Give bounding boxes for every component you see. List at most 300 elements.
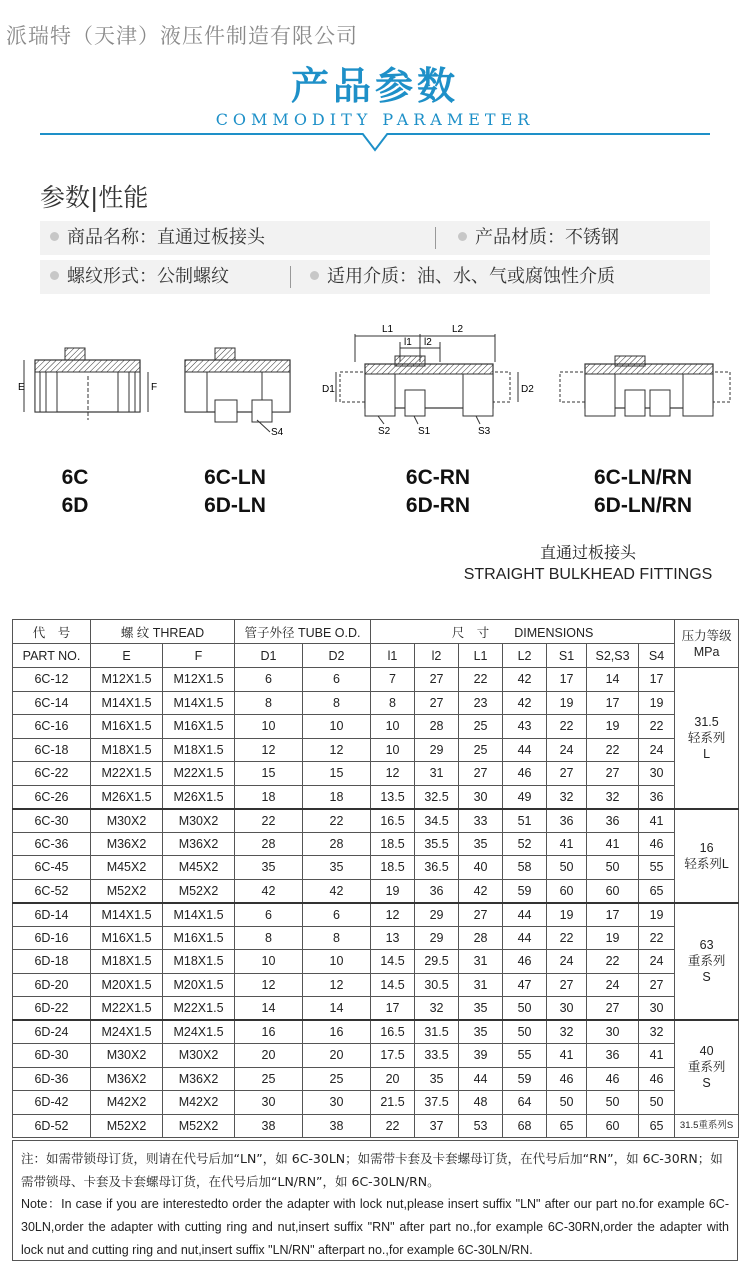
- table-cell: M18X1.5: [163, 738, 235, 762]
- bullet-icon: [50, 271, 59, 280]
- table-cell: 22: [547, 926, 587, 950]
- table-cell: 30: [639, 762, 675, 786]
- drawing-label: L1: [382, 324, 394, 335]
- table-row: [13, 1067, 739, 1091]
- table-cell: M30X2: [91, 809, 163, 833]
- table-cell: 41: [639, 809, 675, 833]
- table-cell: 13: [371, 926, 415, 950]
- table-cell: 37.5: [415, 1091, 459, 1115]
- table-cell: M16X1.5: [91, 926, 163, 950]
- table-cell: 28: [303, 832, 371, 856]
- table-cell: 27: [459, 762, 503, 786]
- page-subtitle: COMMODITY PARAMETER: [215, 110, 535, 129]
- table-cell: 12: [303, 738, 371, 762]
- notes-box: [12, 1140, 738, 1261]
- table-cell: 38: [303, 1114, 371, 1138]
- table-cell: 22: [371, 1114, 415, 1138]
- pressure-cell: [675, 1020, 739, 1114]
- table-cell: M18X1.5: [163, 950, 235, 974]
- table-cell: 17.5: [371, 1044, 415, 1068]
- table-cell: 17: [547, 668, 587, 692]
- info-material-text: 产品材质：不锈钢: [475, 227, 619, 248]
- bullet-icon: [310, 271, 319, 280]
- table-row: [13, 926, 739, 950]
- table-row: [13, 1091, 739, 1115]
- table-cell: 50: [639, 1091, 675, 1115]
- pressure-series: 重系列: [687, 954, 726, 969]
- fitting-6c-drawing: [18, 348, 157, 420]
- table-cell: 17: [587, 691, 639, 715]
- table-cell: 22: [587, 738, 639, 762]
- pressure-series: 重系列: [687, 1060, 726, 1075]
- table-cell: M42X2: [163, 1091, 235, 1115]
- table-cell: M52X2: [163, 1114, 235, 1138]
- table-cell: 18.5: [371, 856, 415, 880]
- table-cell: 23: [459, 691, 503, 715]
- table-cell: 35: [303, 856, 371, 880]
- table-cell: 31.5: [415, 1020, 459, 1044]
- table-cell: 60: [547, 879, 587, 903]
- table-cell: 27: [547, 973, 587, 997]
- table-row: [13, 973, 739, 997]
- table-row: [13, 1114, 739, 1138]
- pressure-code: L: [703, 746, 711, 761]
- drawing-label: S2: [378, 426, 391, 437]
- table-cell: 22: [459, 668, 503, 692]
- table-cell: 6: [303, 668, 371, 692]
- table-row: [13, 1020, 739, 1044]
- code-label: 6C-LN: [204, 466, 266, 489]
- table-cell: 58: [503, 856, 547, 880]
- table-cell: 42: [503, 668, 547, 692]
- table-cell: 59: [503, 1067, 547, 1091]
- table-cell: 10: [303, 950, 371, 974]
- table-cell: 59: [503, 879, 547, 903]
- table-cell: 36.5: [415, 856, 459, 880]
- table-cell: 21.5: [371, 1091, 415, 1115]
- table-cell: 19: [587, 926, 639, 950]
- table-cell: 22: [587, 950, 639, 974]
- table-cell: 14.5: [371, 950, 415, 974]
- header-thread: 螺 纹 THREAD: [91, 620, 235, 644]
- info-separator: [435, 227, 436, 249]
- part-number-cell: 6C-45: [13, 856, 91, 880]
- table-row: [13, 1044, 739, 1068]
- part-number-cell: 6C-14: [13, 691, 91, 715]
- fitting-6c-ln-rn-drawing: [560, 356, 730, 416]
- info-product-name-text: 商品名称：直通过板接头: [67, 227, 265, 248]
- table-row: [13, 879, 739, 903]
- note-cn: 注：如需带锁母订货，则请在代号后加“LN”，如 6C-30LN；如需带卡套及卡套螺母订货，在代号后加“RN”，如 6C-30RN；如需带锁母、卡套及卡套螺母订货，在代号后加“LN/RN”，如 6C-30LN/RN。: [21, 1151, 723, 1189]
- table-cell: M14X1.5: [163, 691, 235, 715]
- table-cell: 60: [587, 879, 639, 903]
- table-cell: 40: [459, 856, 503, 880]
- subheader-cell: E: [91, 644, 163, 668]
- table-cell: M36X2: [163, 832, 235, 856]
- table-cell: M12X1.5: [91, 668, 163, 692]
- part-number-cell: 6D-22: [13, 997, 91, 1021]
- chevron-down-icon: [362, 133, 388, 153]
- table-cell: 44: [503, 738, 547, 762]
- table-cell: 50: [547, 856, 587, 880]
- page-title: 产品参数: [290, 64, 459, 108]
- table-cell: M36X2: [91, 832, 163, 856]
- subheader-cell: l1: [371, 644, 415, 668]
- codes-6c-rn: [388, 464, 488, 520]
- table-cell: 29: [415, 903, 459, 927]
- bullet-icon: [458, 232, 467, 241]
- code-label: 6C-RN: [405, 466, 471, 489]
- table-cell: 24: [639, 950, 675, 974]
- table-cell: 33: [459, 809, 503, 833]
- table-cell: 19: [547, 691, 587, 715]
- table-cell: 46: [547, 1067, 587, 1091]
- codes-6c: [50, 464, 100, 520]
- table-cell: 8: [371, 691, 415, 715]
- table-cell: 55: [639, 856, 675, 880]
- part-number-cell: 6C-18: [13, 738, 91, 762]
- table-cell: 64: [503, 1091, 547, 1115]
- table-cell: M18X1.5: [91, 950, 163, 974]
- table-cell: M22X1.5: [91, 997, 163, 1021]
- table-cell: 14: [303, 997, 371, 1021]
- pressure-cell: [675, 809, 739, 903]
- table-cell: 19: [547, 903, 587, 927]
- subheader-cell: D2: [303, 644, 371, 668]
- table-cell: 18: [235, 785, 303, 809]
- pressure-cell: [675, 668, 739, 809]
- table-cell: 65: [639, 1114, 675, 1138]
- table-cell: 30: [547, 997, 587, 1021]
- table-cell: 8: [235, 691, 303, 715]
- table-cell: 38: [235, 1114, 303, 1138]
- table-cell: 44: [503, 903, 547, 927]
- table-cell: 13.5: [371, 785, 415, 809]
- table-cell: M24X1.5: [91, 1020, 163, 1044]
- part-number-cell: 6D-42: [13, 1091, 91, 1115]
- table-cell: 29: [415, 926, 459, 950]
- table-cell: 41: [547, 832, 587, 856]
- part-number-cell: 6D-16: [13, 926, 91, 950]
- table-cell: 8: [235, 926, 303, 950]
- code-label: 6D-LN: [204, 494, 266, 517]
- table-cell: 30.5: [415, 973, 459, 997]
- part-number-cell: 6C-52: [13, 879, 91, 903]
- info-separator: [290, 266, 291, 288]
- fitting-drawings: [0, 320, 750, 460]
- part-number-cell: 6D-36: [13, 1067, 91, 1091]
- header-dims: 尺 寸 DIMENSIONS: [371, 620, 675, 644]
- table-cell: 15: [235, 762, 303, 786]
- table-row: [13, 903, 739, 927]
- table-cell: M52X2: [91, 879, 163, 903]
- page-header: [0, 55, 750, 129]
- table-cell: M14X1.5: [91, 691, 163, 715]
- table-cell: 6: [303, 903, 371, 927]
- table-cell: M14X1.5: [91, 903, 163, 927]
- table-cell: M26X1.5: [163, 785, 235, 809]
- part-number-cell: 6C-26: [13, 785, 91, 809]
- table-cell: 28: [235, 832, 303, 856]
- table-cell: M30X2: [91, 1044, 163, 1068]
- table-cell: 12: [371, 762, 415, 786]
- table-cell: 46: [639, 1067, 675, 1091]
- subheader-cell: S2,S3: [587, 644, 639, 668]
- table-cell: 16: [303, 1020, 371, 1044]
- table-cell: 46: [503, 762, 547, 786]
- table-cell: 24: [639, 738, 675, 762]
- part-number-cell: 6C-36: [13, 832, 91, 856]
- table-cell: M16X1.5: [163, 926, 235, 950]
- table-cell: 14: [587, 668, 639, 692]
- table-cell: 14.5: [371, 973, 415, 997]
- table-cell: 36: [639, 785, 675, 809]
- code-label: 6C: [61, 466, 89, 489]
- table-cell: M16X1.5: [91, 715, 163, 739]
- table-cell: 20: [371, 1067, 415, 1091]
- table-cell: 12: [371, 903, 415, 927]
- header-code: 代 号: [13, 620, 91, 644]
- table-cell: 35.5: [415, 832, 459, 856]
- table-cell: 42: [235, 879, 303, 903]
- table-cell: M52X2: [91, 1114, 163, 1138]
- table-cell: 36: [587, 1044, 639, 1068]
- table-cell: 19: [587, 715, 639, 739]
- info-row-1: [40, 221, 710, 255]
- table-cell: 32: [547, 1020, 587, 1044]
- part-number-cell: 6D-20: [13, 973, 91, 997]
- table-cell: 29.5: [415, 950, 459, 974]
- drawing-label: S4: [271, 427, 284, 438]
- subheader-cell: L1: [459, 644, 503, 668]
- table-cell: 36: [587, 809, 639, 833]
- table-row: [13, 809, 739, 833]
- table-cell: 6: [235, 668, 303, 692]
- table-cell: 24: [587, 973, 639, 997]
- fitting-6c-ln-drawing: [185, 348, 290, 438]
- table-cell: 34.5: [415, 809, 459, 833]
- table-cell: 22: [639, 926, 675, 950]
- caption-en: STRAIGHT BULKHEAD FITTINGS: [463, 566, 713, 583]
- table-cell: M45X2: [163, 856, 235, 880]
- header-tube: 管子外径 TUBE O.D.: [235, 620, 371, 644]
- code-label: 6D-LN/RN: [594, 494, 692, 517]
- codes-6c-ln: [185, 464, 285, 520]
- table-cell: M26X1.5: [91, 785, 163, 809]
- table-row: [13, 691, 739, 715]
- table-row: [13, 738, 739, 762]
- table-cell: 65: [639, 879, 675, 903]
- pressure-code: S: [702, 970, 711, 985]
- table-cell: 10: [371, 738, 415, 762]
- table-cell: 41: [587, 832, 639, 856]
- table-cell: 55: [503, 1044, 547, 1068]
- table-cell: M22X1.5: [163, 997, 235, 1021]
- info-thread-type: [50, 260, 229, 294]
- table-cell: 22: [235, 809, 303, 833]
- table-cell: 16.5: [371, 1020, 415, 1044]
- table-cell: 43: [503, 715, 547, 739]
- table-cell: 50: [587, 1091, 639, 1115]
- table-cell: 44: [459, 1067, 503, 1091]
- table-cell: 25: [303, 1067, 371, 1091]
- table-cell: M20X1.5: [91, 973, 163, 997]
- table-cell: 50: [587, 856, 639, 880]
- table-cell: 17: [639, 668, 675, 692]
- table-cell: 29: [415, 738, 459, 762]
- subheader-cell: D1: [235, 644, 303, 668]
- table-row: [13, 785, 739, 809]
- table-cell: 6: [235, 903, 303, 927]
- table-header-row: [13, 620, 739, 644]
- table-cell: 31: [459, 973, 503, 997]
- bullet-icon: [50, 232, 59, 241]
- table-cell: 27: [415, 691, 459, 715]
- table-cell: 27: [459, 903, 503, 927]
- part-number-cell: 6C-16: [13, 715, 91, 739]
- table-cell: 27: [639, 973, 675, 997]
- drawing-label: D1: [322, 384, 335, 395]
- table-cell: 36: [547, 809, 587, 833]
- table-cell: M20X1.5: [163, 973, 235, 997]
- table-row: [13, 715, 739, 739]
- table-cell: 17: [371, 997, 415, 1021]
- table-cell: 31: [415, 762, 459, 786]
- table-cell: M12X1.5: [163, 668, 235, 692]
- table-cell: 41: [639, 1044, 675, 1068]
- table-cell: 24: [547, 738, 587, 762]
- table-cell: 46: [587, 1067, 639, 1091]
- fitting-6c-rn-drawing: [322, 324, 534, 437]
- drawing-label: l2: [424, 337, 432, 348]
- table-cell: 27: [547, 762, 587, 786]
- subheader-cell: S4: [639, 644, 675, 668]
- table-cell: 25: [235, 1067, 303, 1091]
- table-cell: 33.5: [415, 1044, 459, 1068]
- table-cell: 32.5: [415, 785, 459, 809]
- pressure-value: 40: [699, 1044, 714, 1059]
- pressure-value: 63: [699, 938, 714, 953]
- table-cell: 30: [235, 1091, 303, 1115]
- table-cell: 35: [459, 832, 503, 856]
- table-cell: M45X2: [91, 856, 163, 880]
- table-cell: 10: [235, 715, 303, 739]
- table-cell: 31: [459, 950, 503, 974]
- table-cell: 41: [547, 1044, 587, 1068]
- part-number-cell: 6D-30: [13, 1044, 91, 1068]
- codes-6c-ln-rn: [578, 464, 708, 520]
- part-number-cell: 6D-24: [13, 1020, 91, 1044]
- table-row: [13, 950, 739, 974]
- section-title: 参数|性能: [40, 183, 149, 212]
- pressure-cell: [675, 903, 739, 1021]
- table-cell: 19: [639, 903, 675, 927]
- note-en: Note：In case if you are interestedto order the adapter with lock nut,please insert suffix "LN" after our part no.for example 6C-30LN,order the adapter with cutting ring and nut,insert suffix "RN" after part no.,for example 6C-30RN,order the adapter with lock nut and cutting ring and nut,insert suffix "LN/RN" afterpart no.,for example 6C-30LN/RN.: [21, 1197, 729, 1257]
- table-cell: 44: [503, 926, 547, 950]
- table-cell: 50: [503, 1020, 547, 1044]
- table-cell: 42: [459, 879, 503, 903]
- table-cell: M42X2: [91, 1091, 163, 1115]
- code-label: 6D: [61, 494, 89, 517]
- subheader-cell: L2: [503, 644, 547, 668]
- part-number-cell: 6C-30: [13, 809, 91, 833]
- spec-table: [12, 619, 739, 1138]
- part-number-cell: 6D-14: [13, 903, 91, 927]
- drawing-label: L2: [452, 324, 464, 335]
- header-pressure: 压力等级 MPa: [675, 620, 739, 668]
- table-cell: 65: [547, 1114, 587, 1138]
- pressure-value: 31.5重系列S: [679, 1119, 734, 1131]
- table-cell: 35: [459, 1020, 503, 1044]
- table-cell: 50: [547, 1091, 587, 1115]
- subheader-cell: l2: [415, 644, 459, 668]
- table-cell: 22: [547, 715, 587, 739]
- table-cell: 18: [303, 785, 371, 809]
- part-number-cell: 6C-12: [13, 668, 91, 692]
- table-cell: 32: [639, 1020, 675, 1044]
- table-cell: 30: [459, 785, 503, 809]
- table-cell: 30: [303, 1091, 371, 1115]
- table-cell: 22: [639, 715, 675, 739]
- table-cell: 24: [547, 950, 587, 974]
- table-cell: 68: [503, 1114, 547, 1138]
- table-cell: 32: [587, 785, 639, 809]
- company-watermark: 派瑞特（天津）液压件制造有限公司: [6, 24, 358, 48]
- table-cell: 46: [503, 950, 547, 974]
- table-cell: 20: [303, 1044, 371, 1068]
- table-cell: 30: [587, 1020, 639, 1044]
- table-cell: 47: [503, 973, 547, 997]
- table-cell: 17: [587, 903, 639, 927]
- table-cell: 30: [639, 997, 675, 1021]
- pressure-cell: [675, 1114, 739, 1138]
- table-cell: 16: [235, 1020, 303, 1044]
- subheader-cell: F: [163, 644, 235, 668]
- code-label: 6C-LN/RN: [594, 466, 692, 489]
- table-row: [13, 832, 739, 856]
- table-cell: M30X2: [163, 1044, 235, 1068]
- table-cell: 7: [371, 668, 415, 692]
- table-cell: 12: [303, 973, 371, 997]
- table-cell: 10: [235, 950, 303, 974]
- table-cell: 10: [303, 715, 371, 739]
- drawing-label: E: [18, 382, 25, 393]
- table-cell: 48: [459, 1091, 503, 1115]
- table-cell: 32: [415, 997, 459, 1021]
- pressure-value: 16: [699, 840, 714, 855]
- drawing-label: S1: [418, 426, 431, 437]
- table-row: [13, 762, 739, 786]
- info-medium-text: 适用介质：油、水、气或腐蚀性介质: [327, 266, 615, 287]
- subheader-cell: PART NO.: [13, 644, 91, 668]
- table-cell: 35: [459, 997, 503, 1021]
- pressure-value: 31.5: [694, 714, 719, 729]
- info-thread-type-text: 螺纹形式：公制螺纹: [67, 266, 229, 287]
- table-subheader-row: [13, 644, 739, 668]
- table-cell: 19: [371, 879, 415, 903]
- table-cell: 27: [415, 668, 459, 692]
- table-cell: 8: [303, 691, 371, 715]
- code-label: 6D-RN: [405, 494, 471, 517]
- table-cell: 10: [371, 715, 415, 739]
- part-number-cell: 6D-52: [13, 1114, 91, 1138]
- table-cell: 46: [639, 832, 675, 856]
- table-cell: 42: [303, 879, 371, 903]
- table-cell: 28: [459, 926, 503, 950]
- table-cell: 25: [459, 715, 503, 739]
- table-cell: 16.5: [371, 809, 415, 833]
- table-row: [13, 856, 739, 880]
